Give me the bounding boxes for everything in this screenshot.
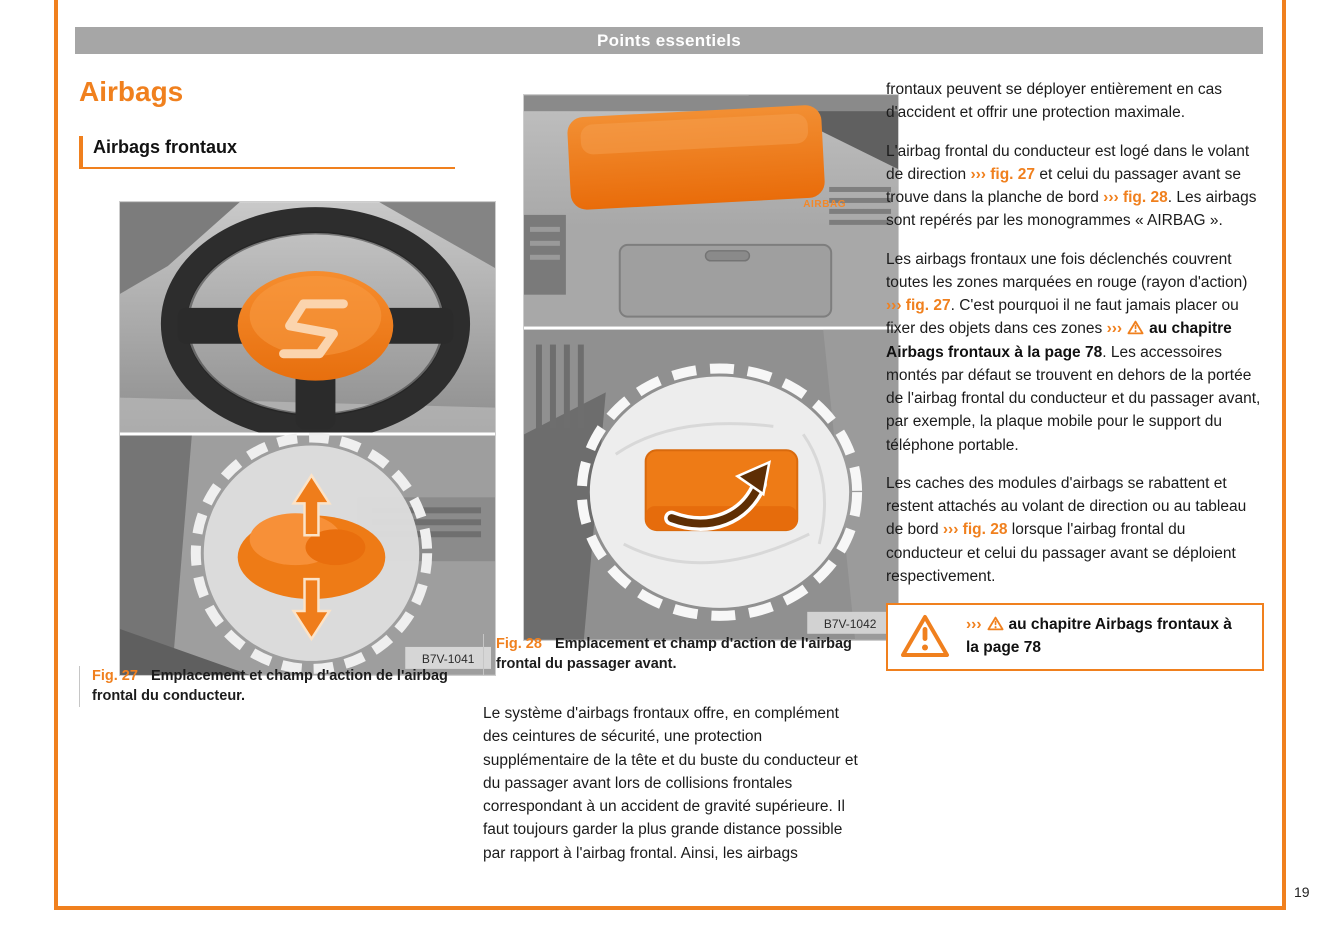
right-text-column — [886, 78, 1264, 671]
section-heading-label: Airbags frontaux — [93, 137, 238, 157]
section-heading — [79, 136, 455, 169]
figure-27-caption-label: Fig. 27 — [92, 668, 138, 684]
figure-28-image-code: B7V-1042 — [823, 616, 877, 631]
chapter-title: Airbags — [79, 76, 184, 107]
paragraph-text: et celui du passager avant se trouve dans la planche de bord — [886, 165, 1241, 206]
fig28-deployment-diagram — [524, 330, 898, 640]
warning-chapter-reference: au chapitre Airbags frontaux à la page 78 — [966, 616, 1232, 656]
figure-28-reference: ››› fig. 28 — [1103, 189, 1168, 206]
figure-27-caption-text: Emplacement et champ d'action de l'airbag frontal du conducteur. — [92, 668, 448, 705]
figure-28-image — [523, 94, 899, 641]
fig27-driver-airbag-pad — [238, 271, 394, 381]
paragraph-text: L'airbag frontal du conducteur est logé dans le volant de direction — [886, 142, 1250, 183]
reference-chevrons: ››› — [1106, 320, 1123, 338]
figure-27-image-code: B7V-1041 — [421, 651, 475, 666]
paragraph-text: frontaux peuvent se déployer entièrement en cas d'accident et offrir une protection maximale. — [886, 81, 1223, 122]
page-border-left — [54, 0, 58, 910]
middle-text-column — [483, 702, 862, 865]
fig28-airbag-module-pad — [646, 450, 798, 530]
fig28-passenger-airbag-pad — [567, 104, 826, 210]
warning-icon — [1127, 320, 1144, 335]
figure-27-image — [119, 201, 496, 676]
figure-27-reference: ››› fig. 27 — [886, 297, 951, 314]
warning-triangle-icon — [900, 614, 950, 659]
paragraph-2 — [886, 140, 1264, 233]
paragraph-text: . C'est pourquoi il ne faut jamais placer ou fixer des objets dans ces zones — [886, 297, 1239, 338]
paragraph-text: Les caches des modules d'airbags se rabattent et restent attachés au volant de direction ou au tableau de bord — [886, 474, 1247, 539]
figure-28-caption-text: Emplacement et champ d'action de l'airbag frontal du passager avant. — [496, 636, 852, 673]
figure-28-caption-label: Fig. 28 — [496, 636, 542, 652]
paragraph-text: Le système d'airbags frontaux offre, en complément des ceintures de sécurité, une protection supplémentaire de la tête et du buste du conducteur et du passager avant lors de collisions frontales correspondant à un accident de gravité supérieure. Il faut toujours garder la plus grande distance possible par rapport à l'airbag frontal. Ainsi, les airbags — [483, 705, 858, 862]
page-header — [75, 27, 1263, 54]
paragraph-text: . Les airbags sont repérés par les monogrammes « AIRBAG ». — [886, 189, 1257, 230]
figure-28-caption — [483, 634, 859, 675]
figure-27-caption — [79, 666, 456, 707]
fig28-dashboard-photo — [524, 95, 898, 326]
paragraph-4 — [886, 472, 1264, 588]
figure-28-illustration — [524, 95, 898, 640]
figure-28-reference: ››› fig. 28 — [942, 521, 1008, 539]
paragraph-3 — [886, 248, 1264, 457]
warning-icon — [987, 616, 1004, 631]
fig27-steering-wheel-photo — [120, 202, 495, 432]
paragraph-text: Les airbags frontaux une fois déclenchés couvrent toutes les zones marquées en rouge (rayon d'action) — [886, 250, 1248, 291]
paragraph-1 — [886, 78, 1264, 125]
warning-text — [966, 614, 1248, 659]
warning-box — [886, 603, 1264, 671]
paragraph-text: lorsque l'airbag frontal du conducteur et celui du passager avant se déploient respectivement. — [886, 521, 1236, 585]
figure-27-reference: ››› fig. 27 — [970, 165, 1036, 183]
reference-chevrons: ››› — [966, 616, 982, 634]
paragraph-intro — [483, 702, 862, 865]
paragraph-text: . Les accessoires montés par défaut se trouvent en dehors de la portée de l'airbag frontal du conducteur et du passager avant, par exemple, la plaque mobile pour le support du téléphone portable. — [886, 343, 1261, 454]
figure-27-illustration — [120, 202, 495, 675]
page-border-right — [1282, 0, 1286, 910]
page-header-title: Points essentiels — [597, 30, 741, 50]
fig27-deployment-diagram — [120, 436, 495, 675]
airbag-monogram-label: AIRBAG — [803, 198, 847, 210]
chapter-reference: au chapitre Airbags frontaux à la page 78 — [886, 320, 1232, 361]
page-number: 19 — [1294, 884, 1310, 900]
page-border-bottom — [54, 906, 1286, 910]
